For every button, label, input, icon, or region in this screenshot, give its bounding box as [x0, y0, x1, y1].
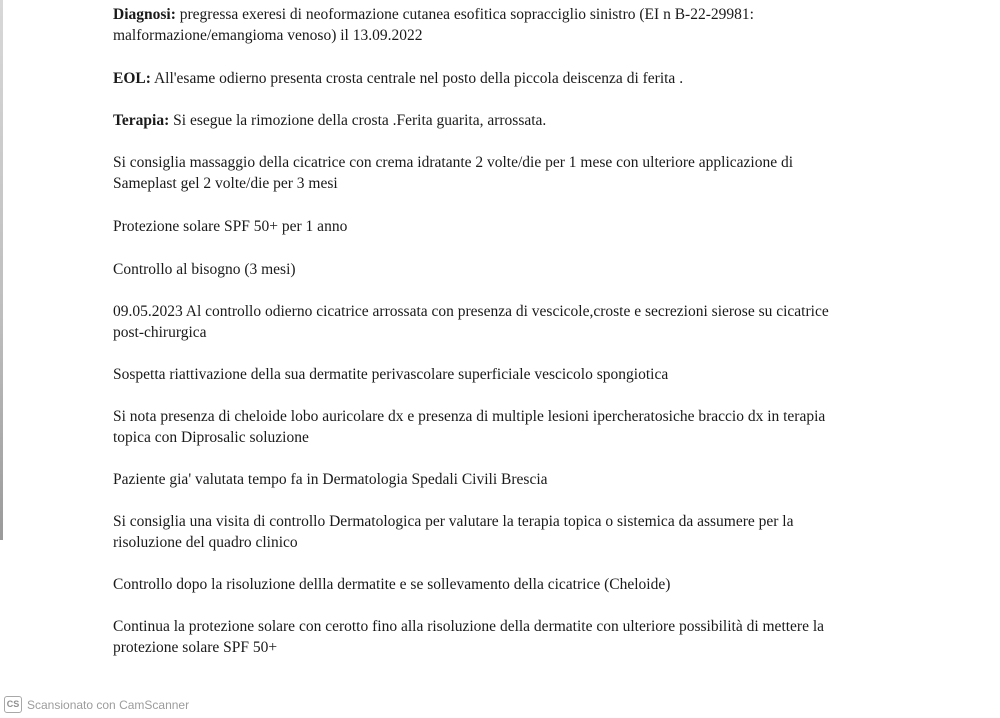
- therapy-paragraph: [113, 110, 913, 131]
- dermatology-visit-line-2: risoluzione del quadro clinico: [113, 534, 298, 551]
- dermatology-visit-line-1: Si consiglia una visita di controllo Dermatologica per valutare la terapia topica o sistemica da assumere per la: [113, 513, 794, 530]
- camscanner-watermark: [4, 696, 189, 713]
- diagnosis-text-line-2: malformazione/emangioma venoso) il 13.09.2022: [113, 27, 423, 44]
- dermatitis-suspicion-text: Sospetta riattivazione della sua dermatite perivascolare superficiale vescicolo spongiotica: [113, 366, 669, 383]
- follow-up-text: Controllo al bisogno (3 mesi): [113, 261, 296, 278]
- continue-protection-line-1: Continua la protezione solare con cerotto fino alla risoluzione della dermatite con ulteriore possibilità di mettere la: [113, 618, 825, 635]
- control-visit-line-2: post-chirurgica: [113, 324, 207, 341]
- continue-protection-paragraph: [113, 616, 913, 658]
- massage-advice-line-1: Si consiglia massaggio della cicatrice con crema idratante 2 volte/die per 1 mese con ulteriore applicazione di: [113, 154, 794, 171]
- massage-advice-paragraph: [113, 152, 913, 194]
- post-resolution-control-text: Controllo dopo la risoluzione dellla dermatite e se sollevamento della cicatrice (Cheloide): [113, 576, 671, 593]
- keloid-line-1: Si nota presenza di cheloide lobo auricolare dx e presenza di multiple lesioni ipercheratosiche braccio dx in terapia: [113, 408, 826, 425]
- keloid-line-2: topica con Diprosalic soluzione: [113, 429, 309, 446]
- control-visit-line-1: 09.05.2023 Al controllo odierno cicatrice arrossata con presenza di vescicole,croste e secrezioni sierose su cicatrice: [113, 303, 829, 320]
- previous-evaluation-paragraph: [113, 469, 913, 490]
- previous-evaluation-text: Paziente gia' valutata tempo fa in Dermatologia Spedali Civili Brescia: [113, 471, 548, 488]
- camscanner-text: Scansionato con CamScanner: [27, 697, 190, 712]
- keloid-paragraph: [113, 406, 913, 448]
- control-visit-paragraph: [113, 301, 913, 343]
- continue-protection-line-2: protezione solare SPF 50+: [113, 639, 278, 656]
- dermatitis-suspicion-paragraph: [113, 364, 913, 385]
- sun-protection-paragraph: [113, 216, 913, 237]
- eol-label: EOL:: [113, 70, 151, 87]
- eol-paragraph: [113, 68, 913, 89]
- therapy-label: Terapia:: [113, 112, 170, 129]
- follow-up-paragraph: [113, 259, 913, 280]
- dermatology-visit-paragraph: [113, 511, 913, 553]
- therapy-text: Si esegue la rimozione della crosta .Ferita guarita, arrossata.: [173, 112, 547, 129]
- diagnosis-label: Diagnosi:: [113, 6, 176, 23]
- diagnosis-paragraph: [113, 4, 913, 46]
- sun-protection-text: Protezione solare SPF 50+ per 1 anno: [113, 218, 348, 235]
- post-resolution-control-paragraph: [113, 574, 913, 595]
- eol-text: All'esame odierno presenta crosta centrale nel posto della piccola deiscenza di ferita .: [153, 70, 684, 87]
- camscanner-logo-icon: CS: [4, 696, 22, 713]
- massage-advice-line-2: Sameplast gel 2 volte/die per 3 mesi: [113, 175, 338, 192]
- diagnosis-text-line-1: pregressa exeresi di neoformazione cutanea esofitica sopracciglio sinistro (EI n B-22-29981:: [179, 6, 754, 23]
